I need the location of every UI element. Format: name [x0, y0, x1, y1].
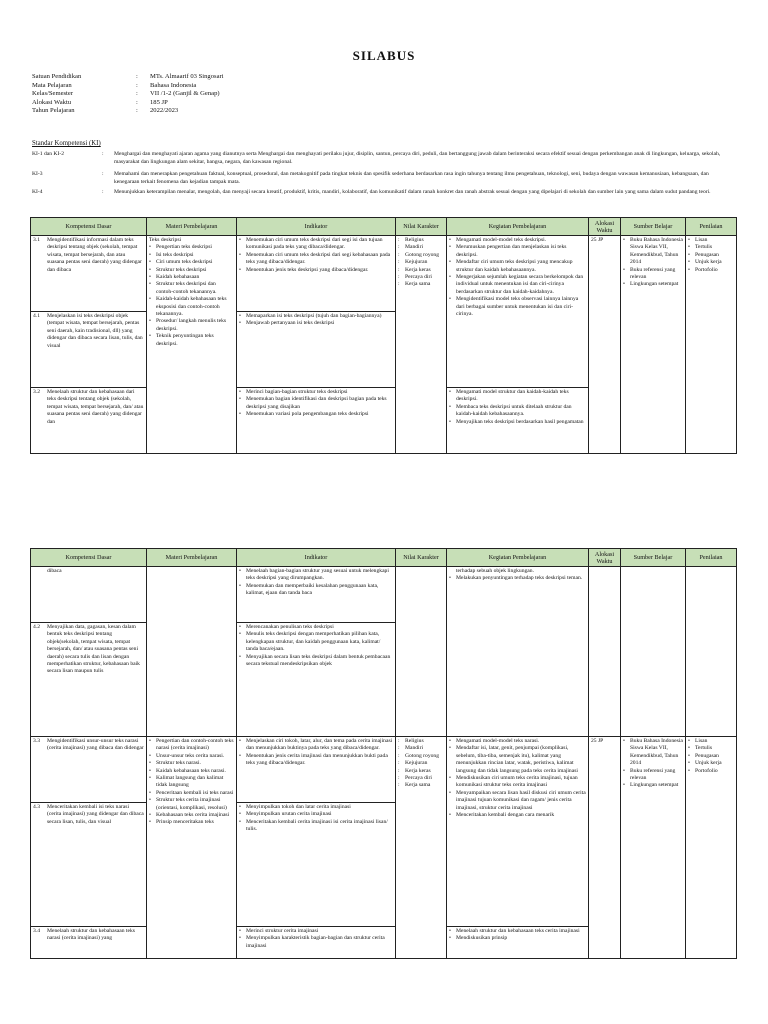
list-item: • Merinci struktur cerita imajinasi [239, 928, 393, 935]
identity-value: MTs. Almaarif 03 Singosari [150, 73, 224, 80]
list-item: • Penceritaan kembali isi teks narasi [149, 790, 234, 797]
list-item: • Menemukan variasi pola pengembangan teks deskripsi [239, 411, 393, 418]
ki-row: KI-1 dan KI-2 : Menghargai dan menghayati ajaran agama yang dianutnya serta Menghargai dan menghayati perilaku jujur, disiplin, santun, percaya diri, peduli, dan bertanggung jawab dalam berinteraksi secara efektif sesuai dengan perkembangan anak di lingkungan, keluarga, sekolah, masyarakat dan lingkungan alam sekitar, bangsa, negara, dan kawasan regional. [32, 150, 732, 168]
kegiatan-list [449, 738, 586, 819]
kegiatan-list [449, 575, 586, 582]
list-item: • Mendiskusikan prinsip [449, 935, 586, 942]
kegiatan-cell [447, 567, 589, 737]
list-item: : Kerja sama [398, 782, 444, 789]
list-item: • Menentukan jenis teks deskripsi yang dibaca/didengar. [239, 267, 393, 274]
list-item: • Teknik penyuntingan teks deskripsi. [149, 333, 234, 348]
kegiatan-list [449, 237, 586, 318]
list-item: : Kejujuran [398, 259, 444, 266]
kd-number: 3.2 [33, 389, 40, 395]
identity-row: Satuan Pendidikan : MTs. Almaarif 03 Singosari [32, 73, 350, 82]
header-materi: Materi Pembelajaran [147, 549, 237, 567]
penilaian-list [688, 237, 734, 274]
ki-row: KI-4 : Menunjukkan keterampilan menalar, mengolah, dan menyaji secara kreatif, produktif, kritis, mandiri, kolaboratif, dan komunikatif dalam ranah konkret dan ranah abstrak sesuai dengan yang dipelajari di sekolah dan sumber lain yang sama dalam sudut pandang teori. [32, 188, 732, 206]
table-header-row [31, 549, 737, 567]
list-item: : Kerja sama [398, 281, 444, 288]
list-item: • Mengidentifikasi model teks observasi lainnya lainnya dari berbagai sumber untuk menentukan isi dan ciri-cirinya. [449, 296, 586, 318]
penilaian-cell [686, 737, 737, 959]
list-item: • Menulis teks deskripsi dengan memperhatikan pilihan kata, kelengkapan struktur, dan kaidah penggunaan kata, kalimat/ tanda baca/ejaan. [239, 631, 393, 653]
list-item: • Mengamati model-model teks narasi. [449, 738, 586, 745]
alokasi-cell: 25 JP [589, 236, 621, 454]
list-item: • Isi teks deskripsi [149, 252, 234, 259]
list-item: • Merencanakan penulisan teks deskripsi [239, 624, 393, 631]
list-item: : Mandiri [398, 244, 444, 251]
list-item: • Prinsip menceritakan teks [149, 819, 234, 826]
kd-number: 3.1 [33, 237, 40, 243]
kd-text: dibaca [47, 568, 62, 574]
ki-text: Menghargai dan menghayati ajaran agama yang dianutnya serta Menghargai dan menghayati perilaku jujur, disiplin, santun, percaya diri, peduli, dan bertanggung jawab dalam berinteraksi secara efektif sesuai dengan perkembangan anak di lingkungan, keluarga, sekolah, masyarakat dan lingkungan alam sekitar, bangsa, negara, dan kawasan regional. [114, 151, 721, 165]
penilaian-cell [686, 567, 737, 737]
header-nilai-karakter: Nilai Karakter [396, 549, 447, 567]
header-nilai-karakter: Nilai Karakter [396, 218, 447, 236]
list-item: • Pengertian dan contoh-contoh teks narasi (cerita imajinasi) [149, 738, 234, 753]
list-item: • Menyajikan teks deskripsi berdasarkan hasil pengamatan [449, 419, 586, 426]
header-kegiatan: Kegiatan Pembelajaran [447, 218, 589, 236]
table-row [31, 236, 737, 312]
list-item: • Menceritakan kembali dengan cara menarik [449, 812, 586, 819]
indikator-cell [237, 236, 396, 312]
identity-label: Kelas/Semester [32, 90, 74, 98]
list-item: • Lingkungan setempat [623, 281, 683, 288]
list-item: • Menelaah bagian-bagian struktur yang sesuai untuk melengkapi teks deskripsi yang dirumpangkan. [239, 568, 393, 583]
identity-label: Satuan Pendidikan [32, 73, 82, 80]
list-item: • Penugasan [688, 252, 734, 259]
nilai-list [398, 237, 444, 289]
list-item: : Kerja keras [398, 267, 444, 274]
indikator-list [239, 237, 393, 274]
list-item: : Kerja keras [398, 768, 444, 775]
list-item: • Portofolio [688, 768, 734, 775]
kd-number: 4.1 [33, 313, 40, 319]
sumber-cell [621, 737, 686, 959]
list-item: • Menyimpulkan tokoh dan latar cerita imajinasi [239, 804, 393, 811]
kd-number: 4.3 [33, 804, 40, 810]
identity-label: Tahun Pelajaran [32, 107, 75, 115]
table-row [31, 737, 737, 803]
list-item: • Unjuk kerja [688, 259, 734, 266]
list-item: • Merumuskan pengertian dan menjelaskan isi teks deskripsi. [449, 244, 586, 259]
identity-value: Bahasa Indonesia [150, 81, 197, 89]
kegiatan-continued: terhadap sebuah objek lingkungan. [456, 568, 534, 574]
kd-number: 4.2 [33, 624, 40, 630]
list-item: • Mendiskusikan ciri umum teks cerita imajinasi, tujuan komunikasi struktur teks cerita imajinasi [449, 775, 586, 790]
list-item: • Kalimat langsung dan kalimat tidak langsung [149, 775, 234, 790]
list-item: • Struktur teks cerita imajinasi (orientasi, komplikasi, resolusi) [149, 797, 234, 812]
kd-cell [31, 567, 147, 623]
list-item: • Merinci bagian-bagian struktur teks deskripsi [239, 389, 393, 396]
indikator-list [239, 928, 393, 950]
kd-text: Menjelaskan isi teks deskripsi objek (tempat wisata, tempat bersejarah, pentas seni daerah, kain tradisional, dll) yang didengar dan dibaca secara lisan, tulis, dan visual [47, 313, 143, 349]
list-item: : Religius [398, 738, 444, 745]
indikator-list [239, 624, 393, 668]
list-item: : Kejujuran [398, 760, 444, 767]
indikator-list [239, 568, 393, 598]
list-item: • Lisan [688, 738, 734, 745]
list-item: • Mendaftar ciri umum teks deskripsi yang mencakup struktur dan kaidah kebahasaannya. [449, 259, 586, 274]
list-item: • Buku Bahasa Indonesia Siswa Kelas VII, Kemendikbud, Tahun 2014 [623, 237, 683, 267]
indikator-cell [237, 623, 396, 737]
page-title: SILABUS [352, 48, 416, 63]
list-item: • Menemukan dan memperbaiki kesalahan penggunaan kata, kalimat, ejaan dan tanda baca [239, 583, 393, 598]
list-item: • Buku Bahasa Indonesia Siswa Kelas VII, Kemendikbud, Tahun 2014 [623, 738, 683, 768]
kegiatan-list [449, 928, 586, 943]
list-item: : Gotong royong [398, 252, 444, 259]
header-alokasi: Alokasi Waktu [589, 549, 621, 567]
syllabus-table-2 [30, 548, 737, 959]
list-item: : Religius [398, 237, 444, 244]
list-item: • Struktur teks deskripsi [149, 267, 234, 274]
kd-text: Menelaah struktur dan kebahasaan dari teks deskripsi tentang objek (sekolah, tempat wisata, tempat bersejarah, dan/ atau suasana pentas seni daerah) yang didengar dan [47, 389, 144, 425]
nilai-list [398, 738, 444, 790]
kd-cell [31, 927, 147, 959]
kd-number: 3.4 [33, 928, 40, 934]
kd-cell [31, 388, 147, 454]
kd-text: Menceritakan kembali isi teks narasi (cerita imajinasi) yang didengar dan dibaca secara lisan, tulis, dan visual [47, 804, 144, 825]
kegiatan-cell [447, 388, 589, 454]
list-item: • Tertulis [688, 244, 734, 251]
ki-label: KI-4 [32, 189, 43, 195]
indikator-list [239, 804, 393, 834]
list-item: • Menemukan bagian identifikasi dan deskripsi bagian pada teks deskripsi yang disajikan [239, 396, 393, 411]
list-item: • Menelaah struktur dan kebahasaan teks cerita imajinasi [449, 928, 586, 935]
indikator-cell [237, 567, 396, 623]
syllabus-table-1 [30, 217, 737, 454]
identity-value: VII /1-2 (Ganjil & Genap) [150, 90, 220, 98]
kd-cell [31, 236, 147, 312]
list-item: • Mengamati model-model teks deskripsi. [449, 237, 586, 244]
indikator-cell [237, 803, 396, 927]
list-item: • Menentukan jenis cerita imajinasi dan menunjukkan bukti pada teks yang dibaca/didengar. [239, 753, 393, 768]
sumber-cell [621, 567, 686, 737]
list-item: • Menjelaskan ciri tokoh, latar, alur, dan tema pada cerita imajinasi dan menunjukkan buktinya pada teks yang dibaca/didengar. [239, 738, 393, 753]
materi-list [149, 244, 234, 348]
ki-heading: Standar Kompetensi (KI) [32, 140, 101, 147]
penilaian-list [688, 738, 734, 775]
header-penilaian: Penilaian [686, 218, 737, 236]
materi-cell [147, 737, 237, 959]
identity-value: 2022/2023 [150, 107, 179, 115]
list-item: • Lisan [688, 237, 734, 244]
nilai-karakter-cell [396, 567, 447, 737]
list-item: : Percaya diri [398, 775, 444, 782]
kegiatan-cell [447, 737, 589, 927]
materi-list [149, 738, 234, 827]
list-item: • Menemukan ciri umum teks deskripsi dari segi kebahasaan pada teks yang dibaca/didengar. [239, 252, 393, 267]
list-item: • Buku referensi yang relevan [623, 768, 683, 783]
indikator-cell [237, 927, 396, 959]
list-item: • Penugasan [688, 753, 734, 760]
indikator-cell [237, 388, 396, 454]
kd-number: 3.3 [33, 738, 40, 744]
list-item: • Menceritakan kembali cerita imajinasi isi cerita imajinasi lisan/ tulis. [239, 819, 393, 834]
header-alokasi: Alokasi Waktu [589, 218, 621, 236]
list-item: • Kaidah-kaidah kebahasaan teks eksposisi dan contoh-contoh tekanannya. [149, 296, 234, 318]
list-item: • Kebahasaan teks cerita imajinasi [149, 812, 234, 819]
header-sumber: Sumber Belajar [621, 218, 686, 236]
table-row [31, 567, 737, 623]
indikator-list [239, 389, 393, 419]
list-item: • Tertulis [688, 745, 734, 752]
kd-cell [31, 623, 147, 737]
list-item: • Ciri umum teks deskripsi [149, 259, 234, 266]
list-item: • Pengertian teks deskripsi [149, 244, 234, 251]
ki-row: KI-3 : Memahami dan menerapkan pengetahuan faktual, konseptual, prosedural, dan metakognitif pada tingkat teknis dan spesifik sederhana berdasarkan rasa ingin tahunya tentang ilmu pengetahuan, teknologi, seni, budaya dengan wawasan kemanusiaan, kebangsaan, dan kenegaraan terkait fenomena dan kejadian tampak mata. [32, 170, 732, 188]
header-kompetensi-dasar: Kompetensi Dasar [31, 549, 147, 567]
identity-value: 185 JP [150, 98, 168, 106]
list-item: • Mengamati model struktur dan kaidah-kaidah teks deskripsi. [449, 389, 586, 404]
kd-cell [31, 803, 147, 927]
sumber-cell [621, 236, 686, 454]
sumber-list [623, 738, 683, 790]
ki-text: Menunjukkan keterampilan menalar, mengolah, dan menyaji secara kreatif, produktif, kritis, mandiri, kolaboratif, dan komunikatif dalam ranah konkret dan ranah abstrak sesuai dengan yang dipelajari di sekolah dan sumber lain yang sama dalam sudut pandang teori. [114, 189, 711, 195]
kd-cell [31, 312, 147, 388]
header-kompetensi-dasar: Kompetensi Dasar [31, 218, 147, 236]
kd-cell [31, 737, 147, 803]
list-item: • Melakukan penyuntingan terhadap teks deskripsi teman. [449, 575, 586, 582]
list-item: : Gotong royong [398, 753, 444, 760]
list-item: • Mengerjakan sejumlah kegiatan secara berkelompok dan individual untuk menentukan isi dan ciri-cirinya berdasarkan struktur dan kaidah-kaidahnya. [449, 274, 586, 296]
identity-label: Mata Pelajaran [32, 81, 72, 89]
identity-block [32, 73, 350, 116]
list-item: • Menyampaikan secara lisan hasil diskusi ciri umum cerita imajinasi tujuan komunikasi dan ragam/ jenis cerita imajinasi, struktur cerita imajinasi [449, 790, 586, 812]
list-item: • Menemukan ciri umum teks deskripsi dari segi isi dan tujuan komunikasi pada teks yang dibaca/didengar. [239, 237, 393, 252]
list-item: • Menjawab pertanyaan isi teks deskripsi [239, 320, 393, 327]
ki-text: Memahami dan menerapkan pengetahuan faktual, konseptual, prosedural, dan metakognitif pada tingkat teknis dan spesifik sederhana berdasarkan rasa ingin tahunya tentang ilmu pengetahuan, teknologi, seni, budaya dengan wawasan kemanusiaan, kebangsaan, dan kenegaraan terkait fenomena dan kejadian tampak mata. [114, 171, 709, 185]
materi-cell [147, 567, 237, 737]
list-item: • Mendaftar isi, latar, genit, penjumpai (komplikasi, sebelum, tiba-tiba, semenjak itu), kalimat yang menunjukkan rincian latar, watak, peristiwa, kalimat langsung dan tidak langsung pada teks cerita imajinasi [449, 745, 586, 775]
header-penilaian: Penilaian [686, 549, 737, 567]
header-materi: Materi Pembelajaran [147, 218, 237, 236]
kd-text: Mengidentifikasi informasi dalam teks deskripsi tentang objek (sekolah, tempat wisata, tempat bersejarah, dan atau suasana pentas seni daerah) yang didengar dan dibaca [47, 237, 142, 273]
list-item: • Unjuk kerja [688, 760, 734, 767]
nilai-karakter-cell [396, 737, 447, 959]
list-item: • Menyimpulkan karakteristik bagian-bagian dan struktur cerita imajinasi [239, 935, 393, 950]
list-item: • Unsur-unsur teks cerita narasi. [149, 753, 234, 760]
kegiatan-cell [447, 927, 589, 959]
table-header-row [31, 218, 737, 236]
kd-text: Menyajikan data, gagasan, kesan dalam bentuk teks deskripsi tentang objek(sekolah, tempat wisata, tempat bersejarah, dan/ atau suasana pentas seni daerah) secara tulis dan lisan dengan memperhatikan struktur, kebahasaan baik secara lisan maupun tulis [47, 624, 140, 675]
kegiatan-cell [447, 236, 589, 388]
identity-row: Kelas/Semester : VII /1-2 (Ganjil & Genap) [32, 90, 350, 99]
list-item: • Memaparkan isi teks deskripsi (tujuh dan bagian-bagiannya) [239, 313, 393, 320]
indikator-list [239, 313, 393, 328]
list-item: : Percaya diri [398, 274, 444, 281]
materi-cell [147, 236, 237, 454]
nilai-karakter-cell [396, 236, 447, 454]
ki-label: KI-3 [32, 171, 43, 177]
list-item: • Portofolio [688, 267, 734, 274]
identity-row: Tahun Pelajaran : 2022/2023 [32, 107, 350, 116]
header-indikator: Indikator [237, 549, 396, 567]
list-item: • Kaidah kebahasaan teks narasi. [149, 768, 234, 775]
kd-text: Menelaah struktur dan kebahasaan teks narasi (cerita imajinasi) yang [47, 928, 135, 942]
alokasi-cell [589, 567, 621, 737]
alokasi-cell: 25 JP [589, 737, 621, 959]
identity-row: Alokasi Waktu : 185 JP [32, 99, 350, 108]
list-item: • Lingkungan setempat [623, 782, 683, 789]
list-item: • Struktur teks deskripsi dan contoh-contoh tekanannya. [149, 281, 234, 296]
materi-heading: Teks deskripsi [149, 237, 182, 243]
sumber-list [623, 237, 683, 289]
header-kegiatan: Kegiatan Pembelajaran [447, 549, 589, 567]
list-item: • Buku referensi yang relevan [623, 267, 683, 282]
indikator-cell [237, 312, 396, 388]
indikator-cell [237, 737, 396, 803]
list-item: • Membaca teks deskripsi untuk ditelaah struktur dan kaidah-kaidah kebahasaannya. [449, 404, 586, 419]
list-item: • Kaidah kebahasaan [149, 274, 234, 281]
indikator-list [239, 738, 393, 768]
penilaian-cell [686, 236, 737, 454]
identity-row: Mata Pelajaran : Bahasa Indonesia [32, 82, 350, 91]
list-item: • Prosedur/ langkah menulis teks deskripsi. [149, 318, 234, 333]
list-item: • Struktur teks narasi. [149, 760, 234, 767]
kegiatan-list [449, 389, 586, 426]
ki-label: KI-1 dan KI-2 [32, 151, 64, 157]
list-item: • Menyimpulkan urutan cerita imajinasi [239, 811, 393, 818]
list-item: • Menyajikan secara lisan teks deskripsi dalam bentuk pembacaan secara tekstual mendeskripsikan objek [239, 654, 393, 669]
header-sumber: Sumber Belajar [621, 549, 686, 567]
kd-text: Mengidentifikasi unsur-unsur teks narasi (cerita imajinasi) yang dibaca dan didengar [47, 738, 144, 752]
header-indikator: Indikator [237, 218, 396, 236]
list-item: : Mandiri [398, 745, 444, 752]
identity-label: Alokasi Waktu [32, 98, 72, 106]
